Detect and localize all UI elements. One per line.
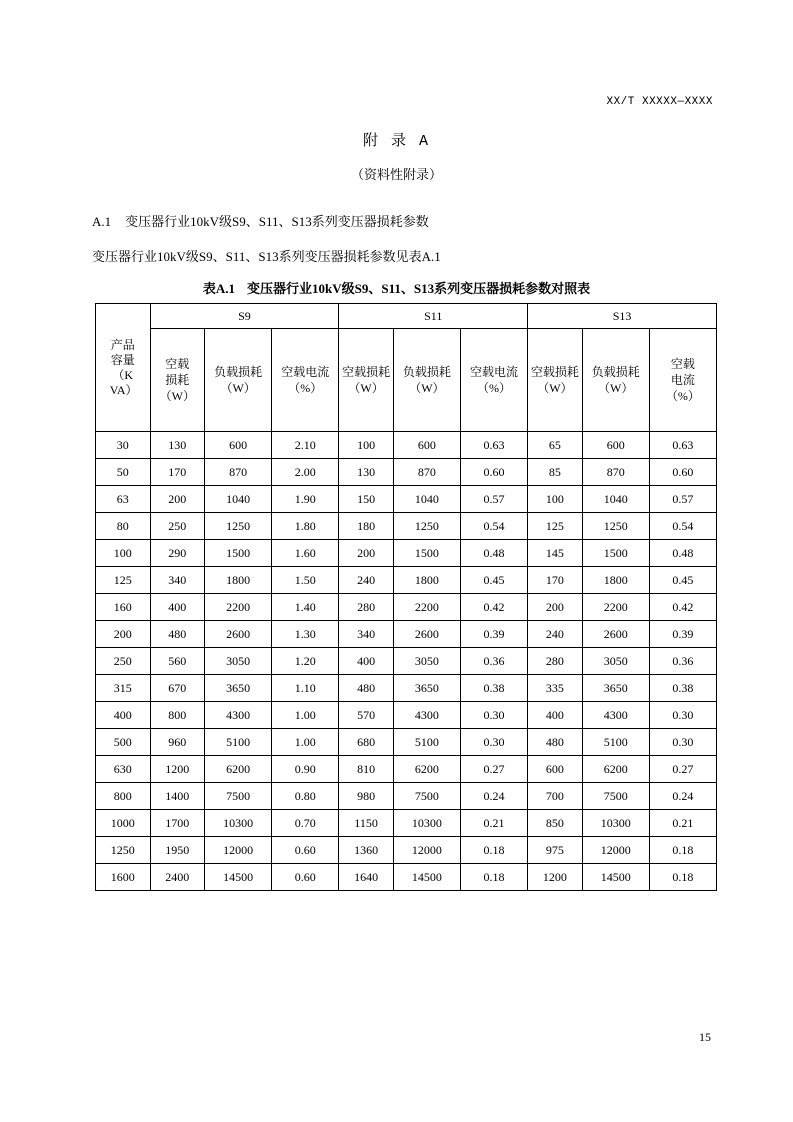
cell-s13-0: 200 <box>528 594 583 621</box>
header-capacity: 产品容量（KVA） <box>96 304 151 432</box>
table-caption-text: 变压器行业10kV级S9、S11、S13系列变压器损耗参数对照表 <box>247 281 591 296</box>
cell-s13-0: 400 <box>528 702 583 729</box>
cell-s9-1: 1500 <box>205 540 272 567</box>
cell-capacity: 315 <box>96 675 151 702</box>
cell-s9-2: 2.00 <box>272 459 339 486</box>
cell-s9-0: 2400 <box>150 864 205 891</box>
cell-capacity: 50 <box>96 459 151 486</box>
cell-s11-2: 0.63 <box>460 432 527 459</box>
cell-s13-0: 850 <box>528 810 583 837</box>
cell-s13-1: 4300 <box>582 702 649 729</box>
table-row <box>96 459 717 486</box>
cell-s11-2: 0.38 <box>460 675 527 702</box>
table-body <box>96 432 717 891</box>
cell-s11-1: 1250 <box>393 513 460 540</box>
cell-s9-0: 800 <box>150 702 205 729</box>
cell-s13-2: 0.39 <box>649 621 716 648</box>
cell-s9-1: 2600 <box>205 621 272 648</box>
cell-s11-1: 1500 <box>393 540 460 567</box>
cell-s9-1: 1800 <box>205 567 272 594</box>
cell-s9-2: 1.00 <box>272 729 339 756</box>
header-s11-no-load-loss: 空载损耗 （W） <box>339 329 394 432</box>
cell-s11-0: 480 <box>339 675 394 702</box>
cell-s9-2: 1.20 <box>272 648 339 675</box>
cell-s11-2: 0.42 <box>460 594 527 621</box>
cell-s9-0: 1400 <box>150 783 205 810</box>
cell-s13-2: 0.36 <box>649 648 716 675</box>
cell-s9-1: 7500 <box>205 783 272 810</box>
cell-s11-0: 810 <box>339 756 394 783</box>
cell-s11-2: 0.57 <box>460 486 527 513</box>
cell-s9-0: 1200 <box>150 756 205 783</box>
cell-s13-2: 0.27 <box>649 756 716 783</box>
cell-s9-1: 870 <box>205 459 272 486</box>
cell-s11-0: 1640 <box>339 864 394 891</box>
cell-s13-2: 0.42 <box>649 594 716 621</box>
cell-s13-2: 0.48 <box>649 540 716 567</box>
cell-s9-2: 0.80 <box>272 783 339 810</box>
cell-s9-2: 1.60 <box>272 540 339 567</box>
cell-s9-2: 2.10 <box>272 432 339 459</box>
cell-s13-1: 870 <box>582 459 649 486</box>
cell-s11-0: 200 <box>339 540 394 567</box>
cell-s9-2: 1.00 <box>272 702 339 729</box>
header-s13-load-loss: 负载损耗 （W） <box>582 329 649 432</box>
cell-s11-1: 7500 <box>393 783 460 810</box>
cell-s9-1: 3050 <box>205 648 272 675</box>
cell-capacity: 63 <box>96 486 151 513</box>
cell-s13-2: 0.30 <box>649 729 716 756</box>
cell-s11-2: 0.60 <box>460 459 527 486</box>
cell-s9-2: 0.60 <box>272 837 339 864</box>
cell-s9-1: 12000 <box>205 837 272 864</box>
cell-s11-2: 0.24 <box>460 783 527 810</box>
cell-s11-2: 0.48 <box>460 540 527 567</box>
cell-s11-0: 100 <box>339 432 394 459</box>
table-row <box>96 864 717 891</box>
cell-capacity: 500 <box>96 729 151 756</box>
cell-s13-1: 10300 <box>582 810 649 837</box>
cell-s11-2: 0.30 <box>460 729 527 756</box>
cell-s13-1: 1250 <box>582 513 649 540</box>
cell-s11-2: 0.45 <box>460 567 527 594</box>
cell-s11-1: 870 <box>393 459 460 486</box>
cell-capacity: 1600 <box>96 864 151 891</box>
cell-s9-0: 340 <box>150 567 205 594</box>
cell-s11-0: 180 <box>339 513 394 540</box>
table-group-header-row <box>96 304 717 329</box>
cell-s11-0: 1150 <box>339 810 394 837</box>
cell-capacity: 200 <box>96 621 151 648</box>
cell-s13-1: 14500 <box>582 864 649 891</box>
cell-capacity: 80 <box>96 513 151 540</box>
cell-s11-2: 0.36 <box>460 648 527 675</box>
cell-capacity: 100 <box>96 540 151 567</box>
cell-s9-1: 3650 <box>205 675 272 702</box>
header-group-s13: S13 <box>528 304 717 329</box>
cell-s11-1: 2600 <box>393 621 460 648</box>
cell-s11-2: 0.18 <box>460 837 527 864</box>
cell-s11-1: 1800 <box>393 567 460 594</box>
header-s11-no-load-current: 空载电流 （%） <box>460 329 527 432</box>
cell-capacity: 400 <box>96 702 151 729</box>
header-s13-no-load-loss: 空载损耗 （W） <box>528 329 583 432</box>
cell-s9-2: 1.50 <box>272 567 339 594</box>
cell-s11-2: 0.21 <box>460 810 527 837</box>
cell-s13-2: 0.18 <box>649 864 716 891</box>
cell-s9-0: 250 <box>150 513 205 540</box>
cell-s11-0: 280 <box>339 594 394 621</box>
cell-s9-2: 1.90 <box>272 486 339 513</box>
cell-s13-0: 65 <box>528 432 583 459</box>
header-s13-no-load-current: 空载电流 （%） <box>649 329 716 432</box>
cell-s13-0: 125 <box>528 513 583 540</box>
cell-s13-1: 5100 <box>582 729 649 756</box>
table-row <box>96 648 717 675</box>
table-sub-header-row <box>96 329 717 432</box>
cell-s9-0: 560 <box>150 648 205 675</box>
page-number: 15 <box>699 1030 711 1044</box>
cell-s11-1: 3650 <box>393 675 460 702</box>
cell-s11-1: 6200 <box>393 756 460 783</box>
table-caption <box>0 278 793 297</box>
cell-capacity: 800 <box>96 783 151 810</box>
cell-s9-0: 670 <box>150 675 205 702</box>
table-row <box>96 756 717 783</box>
table-row <box>96 675 717 702</box>
cell-s9-1: 10300 <box>205 810 272 837</box>
table-row <box>96 567 717 594</box>
cell-s11-2: 0.39 <box>460 621 527 648</box>
header-s9-no-load-current: 空载电流 （%） <box>272 329 339 432</box>
cell-s11-1: 10300 <box>393 810 460 837</box>
table-row <box>96 540 717 567</box>
table-row <box>96 594 717 621</box>
table-row <box>96 513 717 540</box>
cell-capacity: 160 <box>96 594 151 621</box>
table-row <box>96 729 717 756</box>
cell-capacity: 1250 <box>96 837 151 864</box>
cell-s11-2: 0.27 <box>460 756 527 783</box>
clause-number: A.1 <box>92 214 112 229</box>
cell-s13-1: 1800 <box>582 567 649 594</box>
cell-s11-1: 4300 <box>393 702 460 729</box>
cell-s11-2: 0.30 <box>460 702 527 729</box>
cell-s11-1: 1040 <box>393 486 460 513</box>
cell-s11-1: 3050 <box>393 648 460 675</box>
cell-s9-2: 0.90 <box>272 756 339 783</box>
cell-s11-0: 340 <box>339 621 394 648</box>
cell-s11-2: 0.54 <box>460 513 527 540</box>
cell-s13-0: 145 <box>528 540 583 567</box>
cell-s13-1: 3050 <box>582 648 649 675</box>
header-s9-no-load-loss: 空载损耗 （W） <box>150 329 205 432</box>
table-row <box>96 702 717 729</box>
cell-s9-2: 1.80 <box>272 513 339 540</box>
cell-s9-2: 1.30 <box>272 621 339 648</box>
cell-s9-1: 600 <box>205 432 272 459</box>
cell-s11-0: 400 <box>339 648 394 675</box>
cell-s9-1: 6200 <box>205 756 272 783</box>
cell-s13-1: 7500 <box>582 783 649 810</box>
cell-capacity: 1000 <box>96 810 151 837</box>
cell-s13-2: 0.45 <box>649 567 716 594</box>
cell-s13-2: 0.38 <box>649 675 716 702</box>
cell-capacity: 630 <box>96 756 151 783</box>
cell-s9-2: 0.60 <box>272 864 339 891</box>
cell-s11-0: 570 <box>339 702 394 729</box>
cell-s9-0: 1700 <box>150 810 205 837</box>
cell-s13-1: 3650 <box>582 675 649 702</box>
cell-s11-1: 5100 <box>393 729 460 756</box>
cell-s11-1: 14500 <box>393 864 460 891</box>
cell-s9-0: 130 <box>150 432 205 459</box>
clause-paragraph: 变压器行业10kV级S9、S11、S13系列变压器损耗参数见表A.1 <box>92 249 441 264</box>
cell-s9-0: 1950 <box>150 837 205 864</box>
cell-s11-1: 12000 <box>393 837 460 864</box>
cell-s11-0: 680 <box>339 729 394 756</box>
cell-s9-1: 14500 <box>205 864 272 891</box>
cell-s13-1: 2600 <box>582 621 649 648</box>
cell-s13-0: 240 <box>528 621 583 648</box>
cell-s9-0: 200 <box>150 486 205 513</box>
annex-title: 附 录 A <box>362 133 430 150</box>
clause-heading-text: 变压器行业10kV级S9、S11、S13系列变压器损耗参数 <box>125 214 429 229</box>
cell-s13-1: 2200 <box>582 594 649 621</box>
cell-capacity: 30 <box>96 432 151 459</box>
cell-s13-1: 600 <box>582 432 649 459</box>
cell-s13-1: 12000 <box>582 837 649 864</box>
cell-s11-0: 130 <box>339 459 394 486</box>
cell-s13-2: 0.57 <box>649 486 716 513</box>
cell-s11-1: 600 <box>393 432 460 459</box>
cell-s13-2: 0.60 <box>649 459 716 486</box>
cell-s13-0: 700 <box>528 783 583 810</box>
cell-s13-0: 100 <box>528 486 583 513</box>
cell-s9-0: 400 <box>150 594 205 621</box>
cell-capacity: 250 <box>96 648 151 675</box>
cell-s13-2: 0.21 <box>649 810 716 837</box>
table-row <box>96 783 717 810</box>
header-group-s11: S11 <box>339 304 528 329</box>
cell-s13-0: 1200 <box>528 864 583 891</box>
standard-code-header: XX/T XXXXX—XXXX <box>606 96 713 108</box>
cell-s13-0: 335 <box>528 675 583 702</box>
cell-s13-0: 170 <box>528 567 583 594</box>
cell-s13-2: 0.18 <box>649 837 716 864</box>
table-row <box>96 432 717 459</box>
table-caption-label: 表A.1 <box>202 281 236 296</box>
cell-s11-0: 1360 <box>339 837 394 864</box>
cell-s13-0: 480 <box>528 729 583 756</box>
cell-capacity: 125 <box>96 567 151 594</box>
cell-s9-1: 2200 <box>205 594 272 621</box>
cell-s13-1: 6200 <box>582 756 649 783</box>
cell-s13-2: 0.63 <box>649 432 716 459</box>
table-row <box>96 621 717 648</box>
cell-s9-1: 4300 <box>205 702 272 729</box>
cell-s11-1: 2200 <box>393 594 460 621</box>
cell-s13-2: 0.24 <box>649 783 716 810</box>
cell-s11-2: 0.18 <box>460 864 527 891</box>
header-s11-load-loss: 负载损耗 （W） <box>393 329 460 432</box>
cell-s9-0: 170 <box>150 459 205 486</box>
cell-s9-1: 5100 <box>205 729 272 756</box>
cell-s13-1: 1500 <box>582 540 649 567</box>
table-row <box>96 486 717 513</box>
cell-s13-0: 600 <box>528 756 583 783</box>
cell-s9-2: 1.40 <box>272 594 339 621</box>
loss-parameter-table <box>95 303 717 891</box>
cell-s9-1: 1250 <box>205 513 272 540</box>
cell-s9-0: 960 <box>150 729 205 756</box>
header-group-s9: S9 <box>150 304 339 329</box>
cell-s9-0: 480 <box>150 621 205 648</box>
cell-s9-0: 290 <box>150 540 205 567</box>
cell-s13-0: 85 <box>528 459 583 486</box>
cell-s13-1: 1040 <box>582 486 649 513</box>
annex-subtitle: （资料性附录） <box>350 167 442 182</box>
header-s9-load-loss: 负载损耗 （W） <box>205 329 272 432</box>
cell-s9-2: 0.70 <box>272 810 339 837</box>
cell-s11-0: 980 <box>339 783 394 810</box>
table-row <box>96 810 717 837</box>
table-row <box>96 837 717 864</box>
cell-s13-0: 975 <box>528 837 583 864</box>
cell-s9-2: 1.10 <box>272 675 339 702</box>
cell-s13-0: 280 <box>528 648 583 675</box>
cell-s9-1: 1040 <box>205 486 272 513</box>
cell-s11-0: 240 <box>339 567 394 594</box>
clause-heading <box>92 211 429 230</box>
cell-s13-2: 0.54 <box>649 513 716 540</box>
cell-s13-2: 0.30 <box>649 702 716 729</box>
cell-s11-0: 150 <box>339 486 394 513</box>
